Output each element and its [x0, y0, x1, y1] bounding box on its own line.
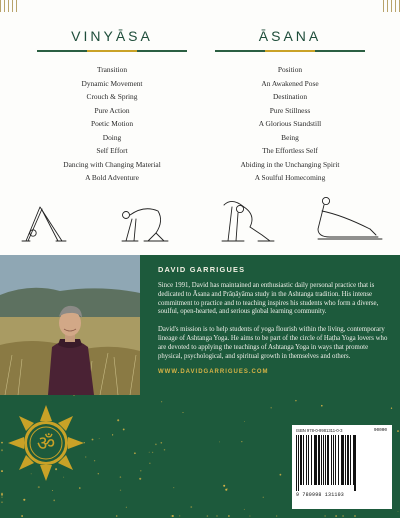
- yoga-figures-icon: [18, 185, 388, 245]
- asana-item: An Awakened Pose: [261, 78, 319, 88]
- asana-list: [210, 63, 370, 185]
- om-lotus-emblem-icon: [6, 403, 86, 483]
- barcode-price-code: 90000: [373, 428, 387, 433]
- asana-item: Position: [277, 65, 303, 74]
- author-photo: [0, 255, 140, 395]
- author-website-link[interactable]: WWW.DAVIDGARRIGUES.COM: [158, 369, 269, 376]
- vinyasa-item: Self Effort: [96, 146, 128, 155]
- asana-item: A Soulful Homecoming: [254, 173, 326, 182]
- asana-item: Abiding in the Unchanging Spirit: [240, 159, 340, 169]
- author-bio-block: [158, 265, 388, 375]
- cover-bottom-panel: [0, 255, 400, 518]
- svg-text:ॐ: ॐ: [36, 431, 56, 455]
- vinyasa-item: Transition: [96, 65, 128, 74]
- jump-through-figure-icon: [222, 201, 274, 241]
- vinyasa-item: Dancing with Changing Material: [63, 159, 161, 169]
- author-photo-illustration: [0, 255, 140, 395]
- author-name: DAVID GARRIGUES: [158, 265, 246, 274]
- author-bio-paragraph-2: David's mission is to help students of yoga flourish within the living, contemporary lineage of Ashtanga Yoga. He aims to be part of the circle of Haṭha Yoga lovers who are devoted to applying the teachings of Ashtanga Yoga in ways that promote physical, psychological, and spiritual growth in themselves and others.: [158, 326, 388, 360]
- vinyasa-item: A Bold Adventure: [85, 173, 139, 182]
- vinyasa-column: [32, 28, 192, 185]
- vinyasa-item: Doing: [102, 132, 122, 142]
- asana-title: ĀSANA: [258, 28, 322, 44]
- vinyasa-title: VINYĀSA: [71, 28, 153, 44]
- crouch-figure-icon: [122, 209, 168, 241]
- asana-item: Pure Stillness: [269, 105, 311, 115]
- vinyasa-item: Poetic Motion: [90, 119, 134, 128]
- barcode-bars: [296, 435, 388, 491]
- downward-dog-figure-icon: [22, 207, 66, 241]
- vinyasa-list: [32, 63, 192, 185]
- vinyasa-item: Crouch & Spring: [86, 92, 138, 101]
- isbn-text: ISBN 978-0-9981311-0-3: [296, 428, 343, 433]
- asana-column: [210, 28, 370, 185]
- seated-fold-figure-icon: [318, 197, 382, 239]
- barcode-number: 9 780998 131103: [296, 492, 345, 498]
- corner-lines-left: [0, 0, 17, 14]
- vinyasa-item: Dynamic Movement: [81, 78, 143, 88]
- vinyasa-item: Pure Action: [94, 105, 130, 115]
- vinyasa-title-rule: [37, 50, 187, 52]
- corner-lines-right: [383, 0, 400, 14]
- asana-item: A Glorious Standstill: [258, 119, 322, 128]
- asana-item: Destination: [272, 92, 308, 101]
- isbn-barcode: [292, 425, 392, 509]
- asana-title-rule: [215, 50, 365, 52]
- asana-item: The Effortless Self: [262, 146, 318, 155]
- cover-top-panel: [0, 0, 400, 255]
- asana-item: Being: [281, 132, 299, 142]
- author-bio-paragraph-1: Since 1991, David has maintained an enthusiastic daily personal practice that is dedicated to Āsana and Prāṇāyāma study in the Ashtanga tradition. His intense commitment to practice and to teaching inspires his students who form a diverse, soulful, open-hearted, and serious global learning community.: [158, 282, 379, 316]
